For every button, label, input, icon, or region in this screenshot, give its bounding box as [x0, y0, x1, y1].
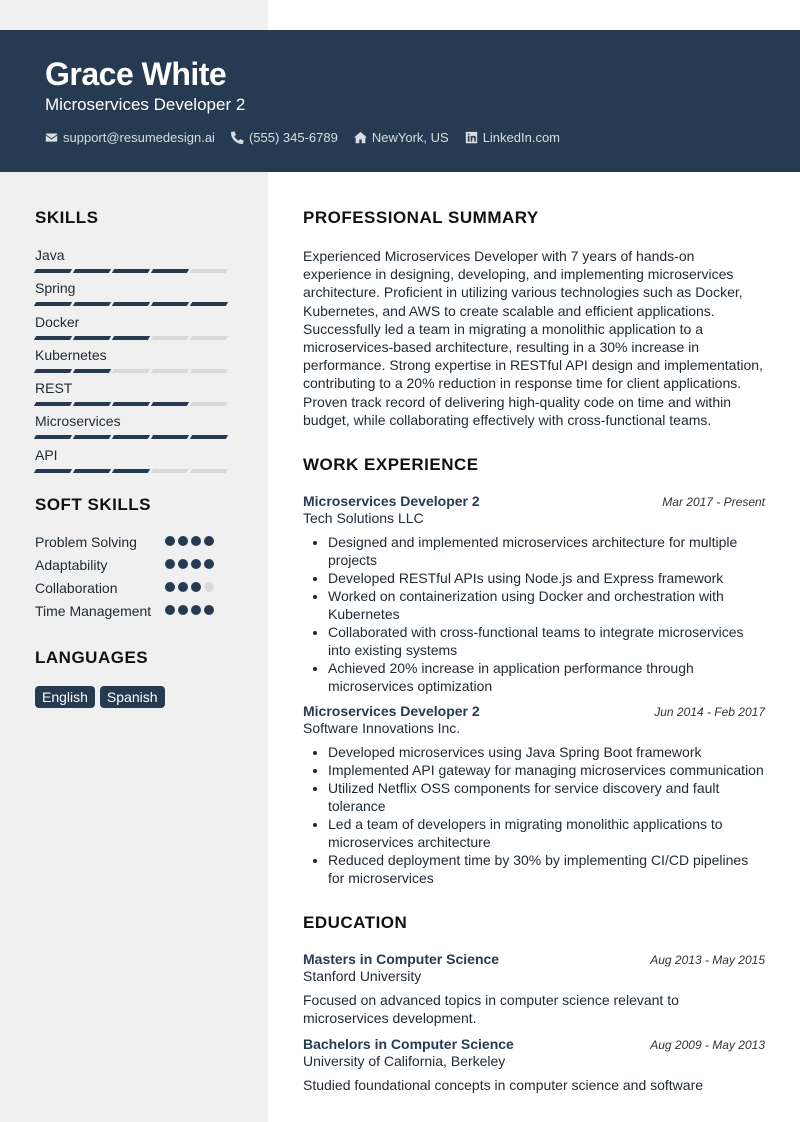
skill-level-segment	[151, 302, 189, 306]
soft-skill-dot	[204, 605, 214, 615]
job-date: Jun 2014 - Feb 2017	[654, 705, 765, 720]
job-title: Microservices Developer 2	[303, 493, 480, 510]
degree-title: Bachelors in Computer Science	[303, 1036, 514, 1053]
skill-item	[35, 347, 235, 380]
soft-skill-item	[35, 556, 235, 574]
contact-phone-text: (555) 345-6789	[248, 130, 338, 145]
skill-level-segment	[34, 302, 72, 306]
soft-skill-item	[35, 533, 235, 551]
skill-level-segment	[151, 402, 189, 406]
resume-header	[0, 30, 800, 172]
languages-heading: LANGUAGES	[35, 648, 149, 668]
education-description: Focused on advanced topics in computer science relevant to microservices development.	[303, 992, 679, 1027]
job-entry	[303, 493, 765, 695]
skill-level-segment	[34, 402, 72, 406]
soft-skill-dot	[191, 605, 201, 615]
skill-level-segment	[190, 302, 228, 306]
soft-skill-dot	[178, 605, 188, 615]
skill-name: Microservices	[35, 413, 121, 430]
skill-level-segment	[112, 369, 150, 373]
contact-email[interactable]	[45, 130, 215, 145]
skill-level-segment	[112, 435, 150, 439]
soft-skill-dot	[165, 582, 175, 592]
contact-phone[interactable]	[231, 130, 338, 145]
soft-skill-dot	[178, 582, 188, 592]
skill-name: Docker	[35, 313, 80, 330]
job-bullet: • Reduced deployment time by 30% by implementing CI/CD pipelines for microservices	[328, 851, 765, 887]
skill-level-segment	[190, 369, 228, 373]
soft-skill-dot	[191, 582, 201, 592]
skill-level-bars	[35, 269, 235, 273]
skill-level-segment	[73, 469, 111, 473]
soft-skill-dots	[165, 556, 217, 574]
skill-level-segment	[73, 269, 111, 273]
degree-title: Masters in Computer Science	[303, 951, 500, 968]
soft-skill-item	[35, 579, 235, 597]
skill-name: REST	[35, 380, 73, 397]
contact-location	[354, 130, 449, 145]
job-bullet: • Achieved 20% increase in application performance through microservices optimization	[328, 659, 765, 695]
school-name: Stanford University	[303, 968, 422, 985]
skill-level-segment	[34, 435, 72, 439]
language-tag: Spanish	[100, 686, 165, 708]
summary-heading: PROFESSIONAL SUMMARY	[303, 208, 539, 227]
skill-level-segment	[34, 469, 72, 473]
skill-level-bars	[35, 369, 235, 373]
soft-skill-dot	[178, 536, 188, 546]
skill-level-segment	[73, 336, 111, 340]
soft-skill-dot	[204, 536, 214, 546]
job-entry	[303, 703, 765, 887]
skill-item	[35, 314, 235, 347]
skill-level-segment	[190, 469, 228, 473]
skill-level-segment	[112, 469, 150, 473]
home-icon	[354, 131, 367, 144]
education-header	[303, 951, 765, 967]
soft-skill-dot	[178, 559, 188, 569]
job-bullet: • Developed microservices using Java Spring Boot framework	[328, 743, 765, 761]
skill-level-bars	[35, 469, 235, 473]
skill-level-segment	[190, 269, 228, 273]
soft-skill-name: Collaboration	[35, 580, 118, 597]
soft-skill-dot	[204, 582, 214, 592]
soft-skill-dot	[165, 559, 175, 569]
skill-level-segment	[34, 336, 72, 340]
candidate-role: Microservices Developer 2	[45, 95, 246, 114]
job-bullet: • Worked on containerization using Docker and orchestration with Kubernetes	[328, 587, 765, 623]
job-title: Microservices Developer 2	[303, 703, 480, 720]
contact-list	[45, 130, 576, 145]
skills-heading: SKILLS	[35, 208, 99, 227]
job-company: Tech Solutions LLC	[303, 510, 424, 527]
main-content	[303, 208, 765, 1095]
education-date: Aug 2013 - May 2015	[650, 953, 765, 968]
soft-skill-name: Adaptability	[35, 557, 108, 574]
job-bullet: • Developed RESTful APIs using Node.js and Express framework	[328, 569, 765, 587]
skill-item	[35, 413, 235, 446]
skill-level-segment	[151, 435, 189, 439]
skill-level-segment	[151, 269, 189, 273]
job-date: Mar 2017 - Present	[662, 495, 765, 510]
skill-item	[35, 247, 235, 280]
job-bullet: • Implemented API gateway for managing microservices communication	[328, 761, 765, 779]
skill-level-segment	[190, 402, 228, 406]
work-heading: WORK EXPERIENCE	[303, 455, 479, 475]
soft-skills-list	[35, 533, 235, 620]
skill-level-segment	[112, 269, 150, 273]
skill-level-segment	[34, 269, 72, 273]
skill-level-segment	[151, 336, 189, 340]
soft-skill-dot	[165, 536, 175, 546]
soft-skill-dots	[165, 602, 217, 620]
soft-skill-item	[35, 602, 235, 620]
skill-level-segment	[112, 302, 150, 306]
job-bullets	[303, 743, 765, 887]
soft-skill-dots	[165, 579, 217, 597]
soft-skill-dots	[165, 533, 217, 551]
skill-level-segment	[73, 302, 111, 306]
skill-level-segment	[190, 435, 228, 439]
languages-list	[35, 686, 235, 708]
job-header	[303, 493, 765, 509]
skill-level-segment	[73, 369, 111, 373]
education-entry	[303, 951, 765, 1027]
skill-level-segment	[112, 336, 150, 340]
skill-level-bars	[35, 302, 235, 306]
skill-item	[35, 380, 235, 413]
phone-icon	[231, 131, 244, 144]
skill-level-bars	[35, 336, 235, 340]
skill-item	[35, 447, 235, 480]
contact-linkedin-text: LinkedIn.com	[482, 130, 561, 145]
school-name: University of California, Berkeley	[303, 1053, 506, 1070]
soft-skill-dot	[191, 559, 201, 569]
language-tag: English	[35, 686, 95, 708]
candidate-name: Grace White	[45, 56, 227, 92]
job-bullet: • Designed and implemented microservices architecture for multiple projects	[328, 533, 765, 569]
job-bullet: • Utilized Netflix OSS components for service discovery and fault tolerance	[328, 779, 765, 815]
soft-skill-dot	[165, 605, 175, 615]
skill-level-segment	[151, 469, 189, 473]
skill-level-segment	[34, 369, 72, 373]
summary-text: Experienced Microservices Developer with 7 years of hands-on experience in designing, developing, and implementing microservices architecture. Proficient in utilizing various technologies such as Docker, Kubernetes, and AWS to create scalable and efficient applications. Successfully led a team in migrating a monolithic application to a microservices-based architecture, resulting in a 30% increase in performance. Strong expertise in RESTful API design and implementation, contributing to a 20% reduction in response time for client applications. Proven track record of delivering high-quality code on time and within budget, while collaborating effectively with cross-functional teams.	[303, 248, 763, 428]
skills-list	[35, 247, 235, 480]
sidebar	[35, 208, 235, 708]
skill-level-segment	[73, 402, 111, 406]
education-heading: EDUCATION	[303, 913, 408, 933]
education-description: Studied foundational concepts in computer science and software	[303, 1077, 704, 1094]
skill-name: Kubernetes	[35, 346, 107, 363]
skill-level-segment	[190, 336, 228, 340]
skill-level-bars	[35, 402, 235, 406]
education-entry	[303, 1036, 765, 1094]
skill-level-segment	[151, 369, 189, 373]
skill-level-bars	[35, 435, 235, 439]
soft-skill-dot	[204, 559, 214, 569]
skill-name: Spring	[35, 280, 76, 297]
job-bullets	[303, 533, 765, 695]
soft-skills-heading: SOFT SKILLS	[35, 495, 151, 515]
envelope-icon	[45, 131, 58, 144]
linkedin-icon	[465, 131, 478, 144]
education-header	[303, 1036, 765, 1052]
soft-skill-name: Problem Solving	[35, 534, 137, 551]
contact-linkedin[interactable]	[465, 130, 560, 145]
job-bullet: • Led a team of developers in migrating monolithic applications to microservices architecture	[328, 815, 765, 851]
skill-level-segment	[73, 435, 111, 439]
job-bullet: • Collaborated with cross-functional teams to integrate microservices into existing systems	[328, 623, 765, 659]
soft-skill-name: Time Management	[35, 603, 152, 620]
contact-location-text: NewYork, US	[371, 130, 449, 145]
soft-skill-dot	[191, 536, 201, 546]
skill-level-segment	[112, 402, 150, 406]
contact-email-text: support@resumedesign.ai	[63, 130, 215, 145]
education-date: Aug 2009 - May 2013	[650, 1038, 765, 1053]
job-header	[303, 703, 765, 719]
skill-name: Java	[35, 247, 65, 263]
skill-item	[35, 280, 235, 313]
job-company: Software Innovations Inc.	[303, 720, 461, 737]
skill-name: API	[35, 446, 58, 463]
